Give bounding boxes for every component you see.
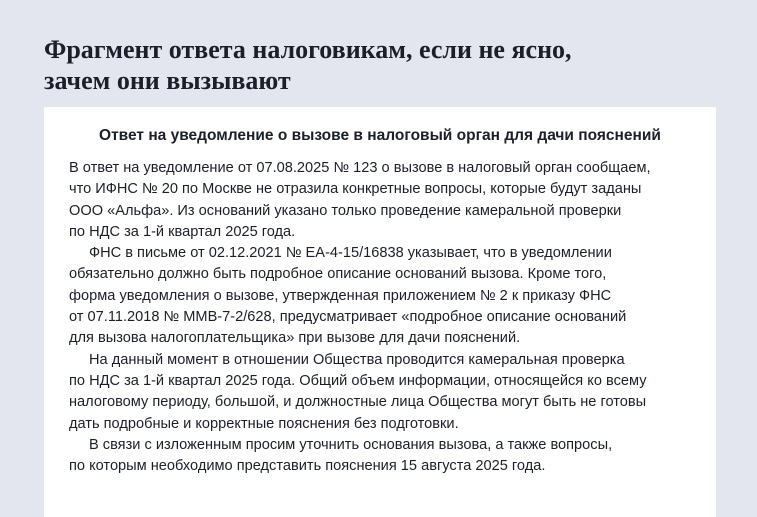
page-heading bbox=[44, 34, 724, 96]
text-line: ФНС в письме от 02.12.2021 № ЕА-4-15/16838 указывает, что в уведомлении bbox=[89, 245, 612, 262]
text-line: что ИФНС № 20 по Москве не отразила конкретные вопросы, которые будут заданы bbox=[69, 181, 642, 198]
text-line: форма уведомления о вызове, утвержденная приложением № 2 к приказу ФНС bbox=[69, 287, 612, 304]
text-line: по НДС за 1-й квартал 2025 года. bbox=[69, 223, 296, 240]
document-title: Ответ на уведомление о вызове в налоговый орган для дачи пояснений bbox=[99, 127, 661, 144]
text-line: дать подробные и корректные пояснения без подготовки. bbox=[69, 415, 459, 432]
text-line: В ответ на уведомление от 07.08.2025 № 123 о вызове в налоговый орган сообщаем, bbox=[69, 160, 651, 176]
paragraph bbox=[69, 158, 709, 243]
text-line: по которым необходимо представить пояснения 15 августа 2025 года. bbox=[69, 458, 546, 475]
text-line: обязательно должно быть подробное описание оснований вызова. Кроме того, bbox=[69, 266, 607, 283]
paragraph bbox=[69, 350, 709, 435]
text-line: от 07.11.2018 № ММВ-7-2/628, предусматривает «подробное описание оснований bbox=[69, 309, 627, 326]
page-heading-line: зачем они вызывают bbox=[44, 66, 291, 95]
document-body bbox=[69, 158, 709, 477]
text-line: В связи с изложенным просим уточнить основания вызова, а также вопросы, bbox=[89, 436, 613, 453]
paragraph bbox=[69, 243, 709, 349]
document-card bbox=[44, 107, 716, 517]
text-line: по НДС за 1-й квартал 2025 года. Общий объем информации, относящейся ко всему bbox=[69, 372, 647, 389]
text-line: налоговому периоду, большой, и должностные лица Общества могут быть не готовы bbox=[69, 394, 647, 411]
paragraph bbox=[69, 435, 709, 478]
text-line: На данный момент в отношении Общества проводится камеральная проверка bbox=[89, 351, 625, 368]
text-line: ООО «Альфа». Из оснований указано только проведение камеральной проверки bbox=[69, 202, 622, 219]
text-line: для вызова налогоплательщика» при вызове для дачи пояснений. bbox=[69, 330, 521, 347]
page-heading-line: Фрагмент ответа налоговикам, если не ясно, bbox=[44, 35, 572, 64]
